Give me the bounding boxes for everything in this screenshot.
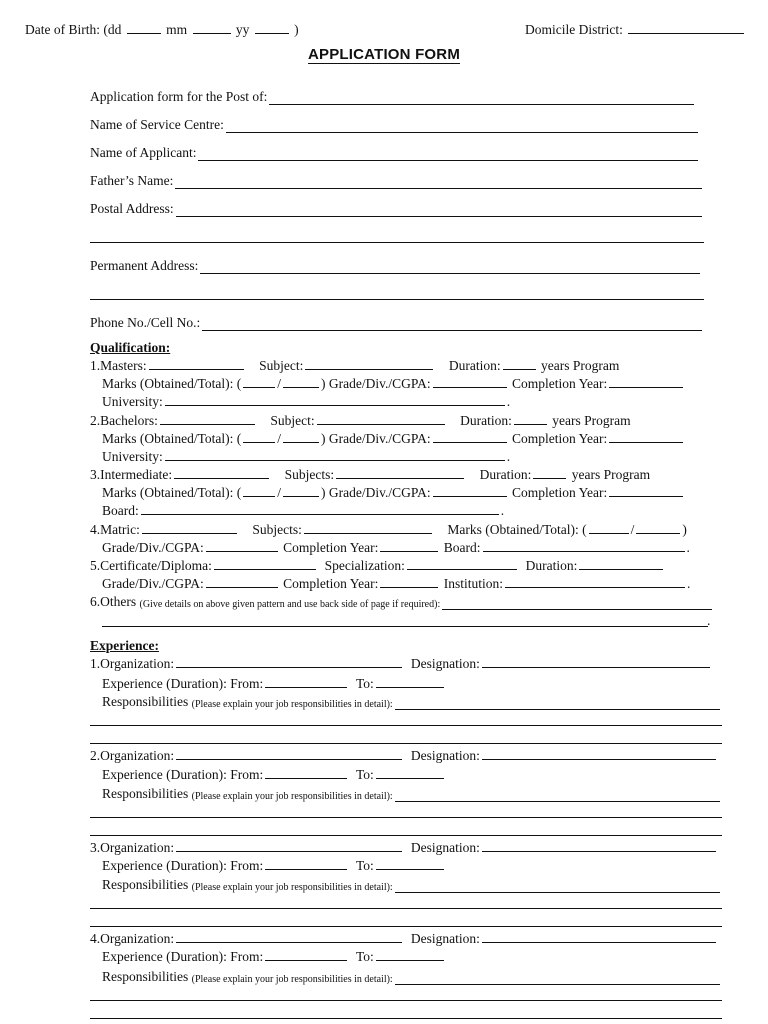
certificate-duration-label: Duration: — [525, 558, 578, 573]
dob-mm-label: mm — [166, 22, 188, 37]
bachelors-obtained-blank[interactable] — [243, 431, 275, 443]
bachelors-label: 2.Bachelors: — [90, 413, 158, 428]
designation-1-label: Designation: — [410, 656, 480, 671]
exp-1-from-blank[interactable] — [265, 676, 347, 688]
matric-label: 4.Matric: — [90, 522, 140, 537]
grade-label: Grade/Div./CGPA: — [102, 540, 204, 555]
completion-label: Completion Year: — [283, 576, 379, 591]
dob-label: Date of Birth: (dd — [25, 22, 122, 37]
dob-year-blank[interactable] — [255, 22, 289, 34]
exp-3-from-blank[interactable] — [265, 858, 347, 870]
others-note: (Give details on above given pattern and use back side of page if required): — [139, 599, 441, 610]
slash: / — [277, 431, 282, 446]
designation-3-label: Designation: — [410, 840, 480, 855]
certificate-blank[interactable] — [214, 558, 316, 570]
board-label: Board: — [102, 503, 139, 518]
completion-label: Completion Year: — [512, 431, 608, 446]
marks-label: Marks (Obtained/Total): ( — [102, 431, 242, 446]
bachelors-grade-blank[interactable] — [433, 431, 507, 443]
masters-subject-blank[interactable] — [305, 358, 433, 370]
exp-to-label: To: — [355, 949, 374, 964]
qualification-heading: Qualification: — [90, 340, 171, 355]
experience-1-duration-row[interactable] — [102, 676, 446, 692]
matric-row[interactable] — [90, 522, 687, 538]
date-of-birth-field[interactable] — [25, 22, 299, 38]
exp-1-to-blank[interactable] — [376, 676, 444, 688]
certificate-label: 5.Certificate/Diploma: — [90, 558, 212, 573]
others-line-2[interactable] — [102, 626, 708, 627]
marks-label: Marks (Obtained/Total): ( — [102, 485, 242, 500]
intermediate-label: 3.Intermediate: — [90, 467, 173, 482]
exp-4-from-blank[interactable] — [265, 949, 347, 961]
exp-4-to-blank[interactable] — [376, 949, 444, 961]
grade-label: ) Grade/Div./CGPA: — [321, 485, 431, 500]
resp-4-line-2[interactable] — [90, 1000, 722, 1001]
matric-subjects-label: Subjects: — [252, 522, 302, 537]
experience-1-org-row[interactable] — [90, 656, 712, 672]
certificate-completion-blank[interactable] — [380, 576, 438, 588]
permanent-address-field[interactable] — [90, 258, 702, 274]
intermediate-years-label: years Program — [571, 467, 651, 482]
masters-university-row[interactable] — [102, 394, 510, 410]
matric-grade-row[interactable] — [102, 540, 690, 556]
completion-label: Completion Year: — [283, 540, 379, 555]
marks-label: Marks (Obtained/Total): ( — [102, 376, 242, 391]
experience-2-duration-row[interactable] — [102, 767, 446, 783]
certificate-grade-blank[interactable] — [206, 576, 278, 588]
bachelors-marks-row[interactable] — [102, 431, 685, 447]
certificate-institution-blank[interactable] — [505, 576, 685, 588]
phone-label: Phone No./Cell No.: — [90, 315, 201, 330]
masters-completion-blank[interactable] — [609, 376, 683, 388]
bachelors-duration-label: Duration: — [460, 413, 512, 428]
specialization-label: Specialization: — [324, 558, 405, 573]
slash: / — [277, 376, 282, 391]
slash: / — [630, 522, 635, 537]
intermediate-total-blank[interactable] — [283, 485, 319, 497]
domicile-blank[interactable] — [628, 22, 744, 34]
specialization-blank[interactable] — [407, 558, 517, 570]
experience-2-responsibilities-row[interactable] — [102, 786, 722, 802]
resp-4-blank[interactable] — [395, 973, 720, 985]
matric-blank[interactable] — [142, 522, 237, 534]
exp-to-label: To: — [355, 767, 374, 782]
responsibilities-label: Responsibilities — [102, 877, 189, 892]
designation-4-blank[interactable] — [482, 931, 716, 943]
board-label: Board: — [443, 540, 481, 555]
resp-3-line-3[interactable] — [90, 926, 722, 927]
resp-4-line-3[interactable] — [90, 1018, 722, 1019]
bachelors-subject-label: Subject: — [270, 413, 315, 428]
masters-obtained-blank[interactable] — [243, 376, 275, 388]
service-centre-label: Name of Service Centre: — [90, 117, 224, 132]
completion-label: Completion Year: — [512, 485, 608, 500]
responsibilities-label: Responsibilities — [102, 786, 189, 801]
exp-to-label: To: — [355, 676, 374, 691]
resp-2-line-2[interactable] — [90, 817, 722, 818]
dob-close: ) — [294, 22, 299, 37]
masters-label: 1.Masters: — [90, 358, 147, 373]
service-centre-field[interactable] — [90, 117, 700, 133]
postal-blank[interactable] — [176, 205, 702, 217]
post-field[interactable] — [90, 89, 696, 105]
intermediate-marks-row[interactable] — [102, 485, 685, 501]
org-3-label: 3.Organization: — [90, 840, 175, 855]
bachelors-subject-blank[interactable] — [317, 413, 445, 425]
phone-blank[interactable] — [202, 319, 702, 331]
matric-completion-blank[interactable] — [380, 540, 438, 552]
grade-label: Grade/Div./CGPA: — [102, 576, 204, 591]
experience-4-responsibilities-row[interactable] — [102, 969, 722, 985]
exp-2-to-blank[interactable] — [376, 767, 444, 779]
father-label: Father’s Name: — [90, 173, 174, 188]
domicile-label: Domicile District: — [525, 22, 623, 37]
resp-1-line-2[interactable] — [90, 725, 722, 726]
responsibilities-note: (Please explain your job responsibilities in detail): — [191, 791, 393, 802]
dob-day-blank[interactable] — [127, 22, 161, 34]
intermediate-board-blank[interactable] — [141, 503, 499, 515]
intermediate-board-row[interactable] — [102, 503, 504, 519]
postal-label: Postal Address: — [90, 201, 174, 216]
others-label: 6.Others — [90, 594, 137, 609]
others-row[interactable] — [90, 594, 714, 610]
masters-university-blank[interactable] — [165, 394, 505, 406]
intermediate-completion-blank[interactable] — [609, 485, 683, 497]
grade-label: ) Grade/Div./CGPA: — [321, 431, 431, 446]
page-title: APPLICATION FORM — [307, 46, 461, 63]
exp-from-label: Experience (Duration): From: — [102, 767, 264, 782]
matric-subjects-blank[interactable] — [304, 522, 432, 534]
dob-yy-label: yy — [235, 22, 250, 37]
resp-1-blank[interactable] — [395, 698, 720, 710]
father-field[interactable] — [90, 173, 704, 189]
father-blank[interactable] — [175, 177, 702, 189]
resp-1-line-3[interactable] — [90, 743, 722, 744]
intermediate-duration-label: Duration: — [479, 467, 532, 482]
experience-4-duration-row[interactable] — [102, 949, 446, 965]
completion-label: Completion Year: — [512, 376, 608, 391]
domicile-field[interactable] — [525, 22, 746, 38]
applicant-field[interactable] — [90, 145, 700, 161]
slash: / — [277, 485, 282, 500]
bachelors-university-blank[interactable] — [165, 449, 505, 461]
intermediate-blank[interactable] — [174, 467, 269, 479]
masters-marks-row[interactable] — [102, 376, 685, 392]
bachelors-total-blank[interactable] — [283, 431, 319, 443]
intermediate-obtained-blank[interactable] — [243, 485, 275, 497]
postal-address-field[interactable] — [90, 201, 704, 217]
responsibilities-note: (Please explain your job responsibilities in detail): — [191, 699, 393, 710]
resp-3-blank[interactable] — [395, 881, 720, 893]
bachelors-blank[interactable] — [160, 413, 255, 425]
masters-grade-blank[interactable] — [433, 376, 507, 388]
bachelors-row[interactable] — [90, 413, 631, 429]
certificate-row[interactable] — [90, 558, 665, 574]
experience-1-responsibilities-row[interactable] — [102, 694, 722, 710]
institution-label: Institution: — [443, 576, 504, 591]
matric-grade-blank[interactable] — [206, 540, 278, 552]
exp-from-label: Experience (Duration): From: — [102, 676, 264, 691]
exp-2-from-blank[interactable] — [265, 767, 347, 779]
university-label: University: — [102, 394, 163, 409]
period: . — [500, 503, 505, 518]
certificate-grade-row[interactable] — [102, 576, 690, 592]
post-label: Application form for the Post of: — [90, 89, 268, 104]
intermediate-duration-blank[interactable] — [533, 467, 566, 479]
masters-subject-label: Subject: — [259, 358, 304, 373]
intermediate-subjects-blank[interactable] — [336, 467, 464, 479]
experience-3-duration-row[interactable] — [102, 858, 446, 874]
grade-label: ) Grade/Div./CGPA: — [321, 376, 431, 391]
intermediate-row[interactable] — [90, 467, 650, 483]
masters-blank[interactable] — [149, 358, 244, 370]
masters-row[interactable] — [90, 358, 619, 374]
org-2-blank[interactable] — [176, 748, 402, 760]
permanent-address-line-2[interactable] — [90, 299, 704, 300]
org-4-label: 4.Organization: — [90, 931, 175, 946]
exp-to-label: To: — [355, 858, 374, 873]
period: . — [506, 394, 511, 409]
post-blank[interactable] — [269, 93, 694, 105]
resp-2-line-3[interactable] — [90, 835, 722, 836]
permanent-label: Permanent Address: — [90, 258, 199, 273]
matric-total-blank[interactable] — [636, 522, 680, 534]
bachelors-university-row[interactable] — [102, 449, 510, 465]
experience-3-org-row[interactable] — [90, 840, 718, 856]
masters-duration-blank[interactable] — [503, 358, 536, 370]
masters-duration-label: Duration: — [448, 358, 501, 373]
exp-from-label: Experience (Duration): From: — [102, 858, 264, 873]
matric-obtained-blank[interactable] — [589, 522, 629, 534]
org-4-blank[interactable] — [176, 931, 402, 943]
masters-years-label: years Program — [541, 358, 620, 373]
matric-marks-label: Marks (Obtained/Total): ( — [447, 522, 587, 537]
experience-4-org-row[interactable] — [90, 931, 718, 947]
phone-field[interactable] — [90, 315, 704, 331]
university-label: University: — [102, 449, 163, 464]
org-3-blank[interactable] — [176, 840, 402, 852]
matric-board-blank[interactable] — [483, 540, 685, 552]
resp-2-blank[interactable] — [395, 790, 720, 802]
applicant-label: Name of Applicant: — [90, 145, 197, 160]
experience-2-org-row[interactable] — [90, 748, 718, 764]
exp-from-label: Experience (Duration): From: — [102, 949, 264, 964]
org-2-label: 2.Organization: — [90, 748, 175, 763]
designation-2-label: Designation: — [410, 748, 480, 763]
others-period: . — [707, 613, 711, 628]
designation-2-blank[interactable] — [482, 748, 716, 760]
period: . — [506, 449, 511, 464]
intermediate-subjects-label: Subjects: — [284, 467, 335, 482]
exp-3-to-blank[interactable] — [376, 858, 444, 870]
responsibilities-label: Responsibilities — [102, 694, 189, 709]
responsibilities-note: (Please explain your job responsibilities in detail): — [191, 974, 393, 985]
bachelors-completion-blank[interactable] — [609, 431, 683, 443]
bachelors-duration-blank[interactable] — [514, 413, 547, 425]
masters-total-blank[interactable] — [283, 376, 319, 388]
dob-month-blank[interactable] — [193, 22, 231, 34]
permanent-blank[interactable] — [200, 262, 700, 274]
postal-address-line-2[interactable] — [90, 242, 704, 243]
certificate-duration-blank[interactable] — [579, 558, 663, 570]
responsibilities-label: Responsibilities — [102, 969, 189, 984]
intermediate-grade-blank[interactable] — [433, 485, 507, 497]
resp-3-line-2[interactable] — [90, 908, 722, 909]
experience-heading: Experience: — [90, 638, 159, 653]
designation-1-blank[interactable] — [482, 656, 710, 668]
applicant-blank[interactable] — [198, 149, 698, 161]
others-blank[interactable] — [442, 598, 712, 610]
designation-4-label: Designation: — [410, 931, 480, 946]
org-1-blank[interactable] — [176, 656, 402, 668]
close-paren: ) — [682, 522, 687, 537]
org-1-label: 1.Organization: — [90, 656, 175, 671]
service-centre-blank[interactable] — [226, 121, 698, 133]
bachelors-years-label: years Program — [552, 413, 631, 428]
designation-3-blank[interactable] — [482, 840, 716, 852]
experience-3-responsibilities-row[interactable] — [102, 877, 722, 893]
period: . — [686, 540, 690, 555]
responsibilities-note: (Please explain your job responsibilities in detail): — [191, 882, 393, 893]
period: . — [687, 576, 691, 591]
